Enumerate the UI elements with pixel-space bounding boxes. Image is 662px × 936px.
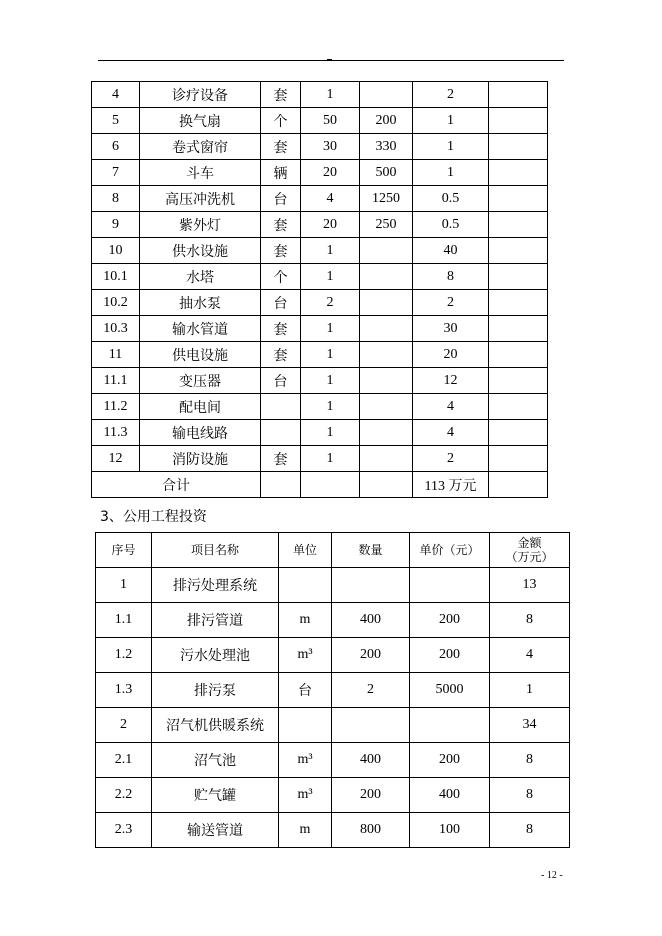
table-cell: 6 — [92, 134, 140, 160]
table-cell: m³ — [279, 638, 332, 673]
table-cell — [360, 342, 413, 368]
table-cell: 套 — [261, 316, 301, 342]
table-cell: 10.1 — [92, 264, 140, 290]
table-cell: 1 — [413, 134, 489, 160]
table-cell: 400 — [332, 603, 410, 638]
table-cell: 4 — [413, 420, 489, 446]
table-row — [92, 264, 548, 290]
table-cell — [360, 368, 413, 394]
table-cell: 供电设施 — [140, 342, 261, 368]
table-cell — [360, 394, 413, 420]
table-row — [92, 394, 548, 420]
table-cell — [489, 82, 548, 108]
equipment-investment-table — [91, 81, 548, 498]
table-cell: 11.2 — [92, 394, 140, 420]
table-cell: 40 — [413, 238, 489, 264]
table-cell: 4 — [490, 638, 570, 673]
table-cell: 抽水泵 — [140, 290, 261, 316]
table-row — [92, 108, 548, 134]
table-cell: 330 — [360, 134, 413, 160]
table-cell: 个 — [261, 264, 301, 290]
table-cell: 2 — [413, 446, 489, 472]
table-cell: 换气扇 — [140, 108, 261, 134]
section-title: 3、公用工程投资 — [100, 509, 207, 525]
table-cell: 1 — [413, 108, 489, 134]
table-cell — [489, 446, 548, 472]
table-cell: 5 — [92, 108, 140, 134]
table-cell: 1250 — [360, 186, 413, 212]
table-cell: 4 — [413, 394, 489, 420]
table-row — [96, 743, 570, 778]
header-item: 项目名称 — [152, 533, 279, 568]
table-row — [92, 420, 548, 446]
table-cell: 套 — [261, 212, 301, 238]
table-cell: 2 — [413, 82, 489, 108]
table-cell: 1.3 — [96, 673, 152, 708]
table-cell: 500 — [360, 160, 413, 186]
table-cell: 8 — [490, 813, 570, 848]
table-cell — [489, 160, 548, 186]
table-row — [96, 673, 570, 708]
table-cell: 供水设施 — [140, 238, 261, 264]
header-mark — [327, 59, 332, 61]
table-cell: 1 — [301, 342, 360, 368]
table-cell: 34 — [490, 708, 570, 743]
table-cell: 100 — [410, 813, 490, 848]
table-cell: 排污管道 — [152, 603, 279, 638]
table-cell: 个 — [261, 108, 301, 134]
table-cell: 台 — [261, 368, 301, 394]
table-cell: 卷式窗帘 — [140, 134, 261, 160]
table-cell: 250 — [360, 212, 413, 238]
table-row — [96, 638, 570, 673]
table-row — [96, 603, 570, 638]
table-cell — [489, 420, 548, 446]
table-cell: 2 — [301, 290, 360, 316]
table-cell: 12 — [413, 368, 489, 394]
table-cell — [410, 568, 490, 603]
table-cell: 诊疗设备 — [140, 82, 261, 108]
table-cell: 1 — [301, 264, 360, 290]
table-cell: 紫外灯 — [140, 212, 261, 238]
table-cell: 套 — [261, 134, 301, 160]
table-cell — [332, 568, 410, 603]
table-cell — [489, 290, 548, 316]
table-row — [92, 134, 548, 160]
table-cell: 20 — [413, 342, 489, 368]
table-cell — [360, 316, 413, 342]
table-cell — [410, 708, 490, 743]
table-cell: 10 — [92, 238, 140, 264]
table-cell — [489, 238, 548, 264]
header-qty: 数量 — [332, 533, 410, 568]
table-cell — [489, 394, 548, 420]
table-cell: 8 — [92, 186, 140, 212]
table-cell: 10.2 — [92, 290, 140, 316]
table-cell — [489, 316, 548, 342]
table-row — [92, 290, 548, 316]
table-cell: 高压冲洗机 — [140, 186, 261, 212]
table-cell: 1 — [301, 420, 360, 446]
table-cell — [360, 420, 413, 446]
header-amount-line2: （万元） — [505, 550, 554, 564]
table-cell: 辆 — [261, 160, 301, 186]
table-cell: 输水管道 — [140, 316, 261, 342]
table-cell — [489, 342, 548, 368]
table-cell: 4 — [301, 186, 360, 212]
table-cell: 20 — [301, 212, 360, 238]
table-cell: 套 — [261, 82, 301, 108]
table-cell: 9 — [92, 212, 140, 238]
table-cell — [489, 134, 548, 160]
table-row — [92, 186, 548, 212]
header-unit: 单位 — [279, 533, 332, 568]
table-cell: 变压器 — [140, 368, 261, 394]
table-cell: 8 — [413, 264, 489, 290]
table-total-row — [92, 472, 548, 498]
page-number: - 12 - — [541, 870, 563, 881]
table-cell: 1 — [96, 568, 152, 603]
table-cell: 消防设施 — [140, 446, 261, 472]
table-cell: 1 — [301, 238, 360, 264]
table-cell — [360, 290, 413, 316]
table-cell: 200 — [332, 638, 410, 673]
table-cell: 0.5 — [413, 186, 489, 212]
table-cell: 11 — [92, 342, 140, 368]
table-cell — [279, 708, 332, 743]
table-row — [96, 708, 570, 743]
table-cell — [332, 708, 410, 743]
table-cell: 30 — [301, 134, 360, 160]
table-cell: 排污处理系统 — [152, 568, 279, 603]
table-cell: 2.3 — [96, 813, 152, 848]
table-cell: 30 — [413, 316, 489, 342]
table-cell: 1.1 — [96, 603, 152, 638]
table-cell: 套 — [261, 238, 301, 264]
table-cell: 2.2 — [96, 778, 152, 813]
table-cell: 800 — [332, 813, 410, 848]
table-cell: 200 — [410, 603, 490, 638]
utility-investment-table — [95, 532, 570, 848]
table-cell: 50 — [301, 108, 360, 134]
table-row — [92, 238, 548, 264]
table-cell — [489, 264, 548, 290]
table-cell: 4 — [92, 82, 140, 108]
header-amount — [490, 533, 570, 568]
table-cell: m³ — [279, 778, 332, 813]
table-cell: 12 — [92, 446, 140, 472]
table-row — [92, 82, 548, 108]
header-price: 单价（元） — [410, 533, 490, 568]
table-cell: 2 — [96, 708, 152, 743]
table-row — [92, 446, 548, 472]
table-cell — [489, 212, 548, 238]
table-cell: 1.2 — [96, 638, 152, 673]
table-cell: 11.1 — [92, 368, 140, 394]
table-cell — [261, 420, 301, 446]
table-cell: 1 — [301, 446, 360, 472]
table-row — [92, 342, 548, 368]
table-cell: 套 — [261, 342, 301, 368]
table-cell: 台 — [261, 186, 301, 212]
table-cell: 13 — [490, 568, 570, 603]
table-cell: 台 — [261, 290, 301, 316]
table-cell: 斗车 — [140, 160, 261, 186]
table-cell — [279, 568, 332, 603]
table-cell: 污水处理池 — [152, 638, 279, 673]
table-cell: 0.5 — [413, 212, 489, 238]
table-row — [92, 316, 548, 342]
table-cell — [489, 186, 548, 212]
table-cell: 台 — [279, 673, 332, 708]
table-cell: 20 — [301, 160, 360, 186]
table-cell: 1 — [490, 673, 570, 708]
table-row — [92, 368, 548, 394]
table-cell: 200 — [332, 778, 410, 813]
table-cell: 套 — [261, 446, 301, 472]
table-cell: 1 — [301, 82, 360, 108]
table-row — [96, 813, 570, 848]
table-cell: 2 — [332, 673, 410, 708]
table-cell: 7 — [92, 160, 140, 186]
table-row — [92, 212, 548, 238]
header-amount-line1: 金额 — [517, 536, 542, 550]
table-cell — [360, 82, 413, 108]
table-cell: m³ — [279, 743, 332, 778]
table-cell — [489, 368, 548, 394]
table-cell: m — [279, 603, 332, 638]
table-cell: 8 — [490, 603, 570, 638]
table-cell: 输送管道 — [152, 813, 279, 848]
table-cell: 1 — [413, 160, 489, 186]
total-value: 113 万元 — [413, 472, 489, 498]
table-cell: 1 — [301, 394, 360, 420]
table-cell: 11.3 — [92, 420, 140, 446]
table-cell: 沼气机供暖系统 — [152, 708, 279, 743]
table-cell: 排污泵 — [152, 673, 279, 708]
header-seq: 序号 — [96, 533, 152, 568]
table-cell: 输电线路 — [140, 420, 261, 446]
table-cell: 水塔 — [140, 264, 261, 290]
table-cell: 400 — [332, 743, 410, 778]
table-cell — [360, 238, 413, 264]
table-cell: 200 — [410, 743, 490, 778]
table-cell — [360, 264, 413, 290]
table-cell: 8 — [490, 743, 570, 778]
table-cell: 沼气池 — [152, 743, 279, 778]
table-cell: 贮气罐 — [152, 778, 279, 813]
table-cell: 2.1 — [96, 743, 152, 778]
total-label: 合计 — [92, 472, 261, 498]
table-cell: 10.3 — [92, 316, 140, 342]
table-cell: 200 — [410, 638, 490, 673]
table-cell: 配电间 — [140, 394, 261, 420]
table-cell: 200 — [360, 108, 413, 134]
table-cell: 1 — [301, 368, 360, 394]
table-cell: 2 — [413, 290, 489, 316]
table-cell: 400 — [410, 778, 490, 813]
table-row — [96, 568, 570, 603]
table-cell — [261, 394, 301, 420]
table-cell: m — [279, 813, 332, 848]
table-row — [92, 160, 548, 186]
table-cell: 5000 — [410, 673, 490, 708]
table-header-row — [96, 533, 570, 568]
table-cell: 1 — [301, 316, 360, 342]
table-cell — [489, 108, 548, 134]
table-cell: 8 — [490, 778, 570, 813]
table-row — [96, 778, 570, 813]
table-cell — [360, 446, 413, 472]
